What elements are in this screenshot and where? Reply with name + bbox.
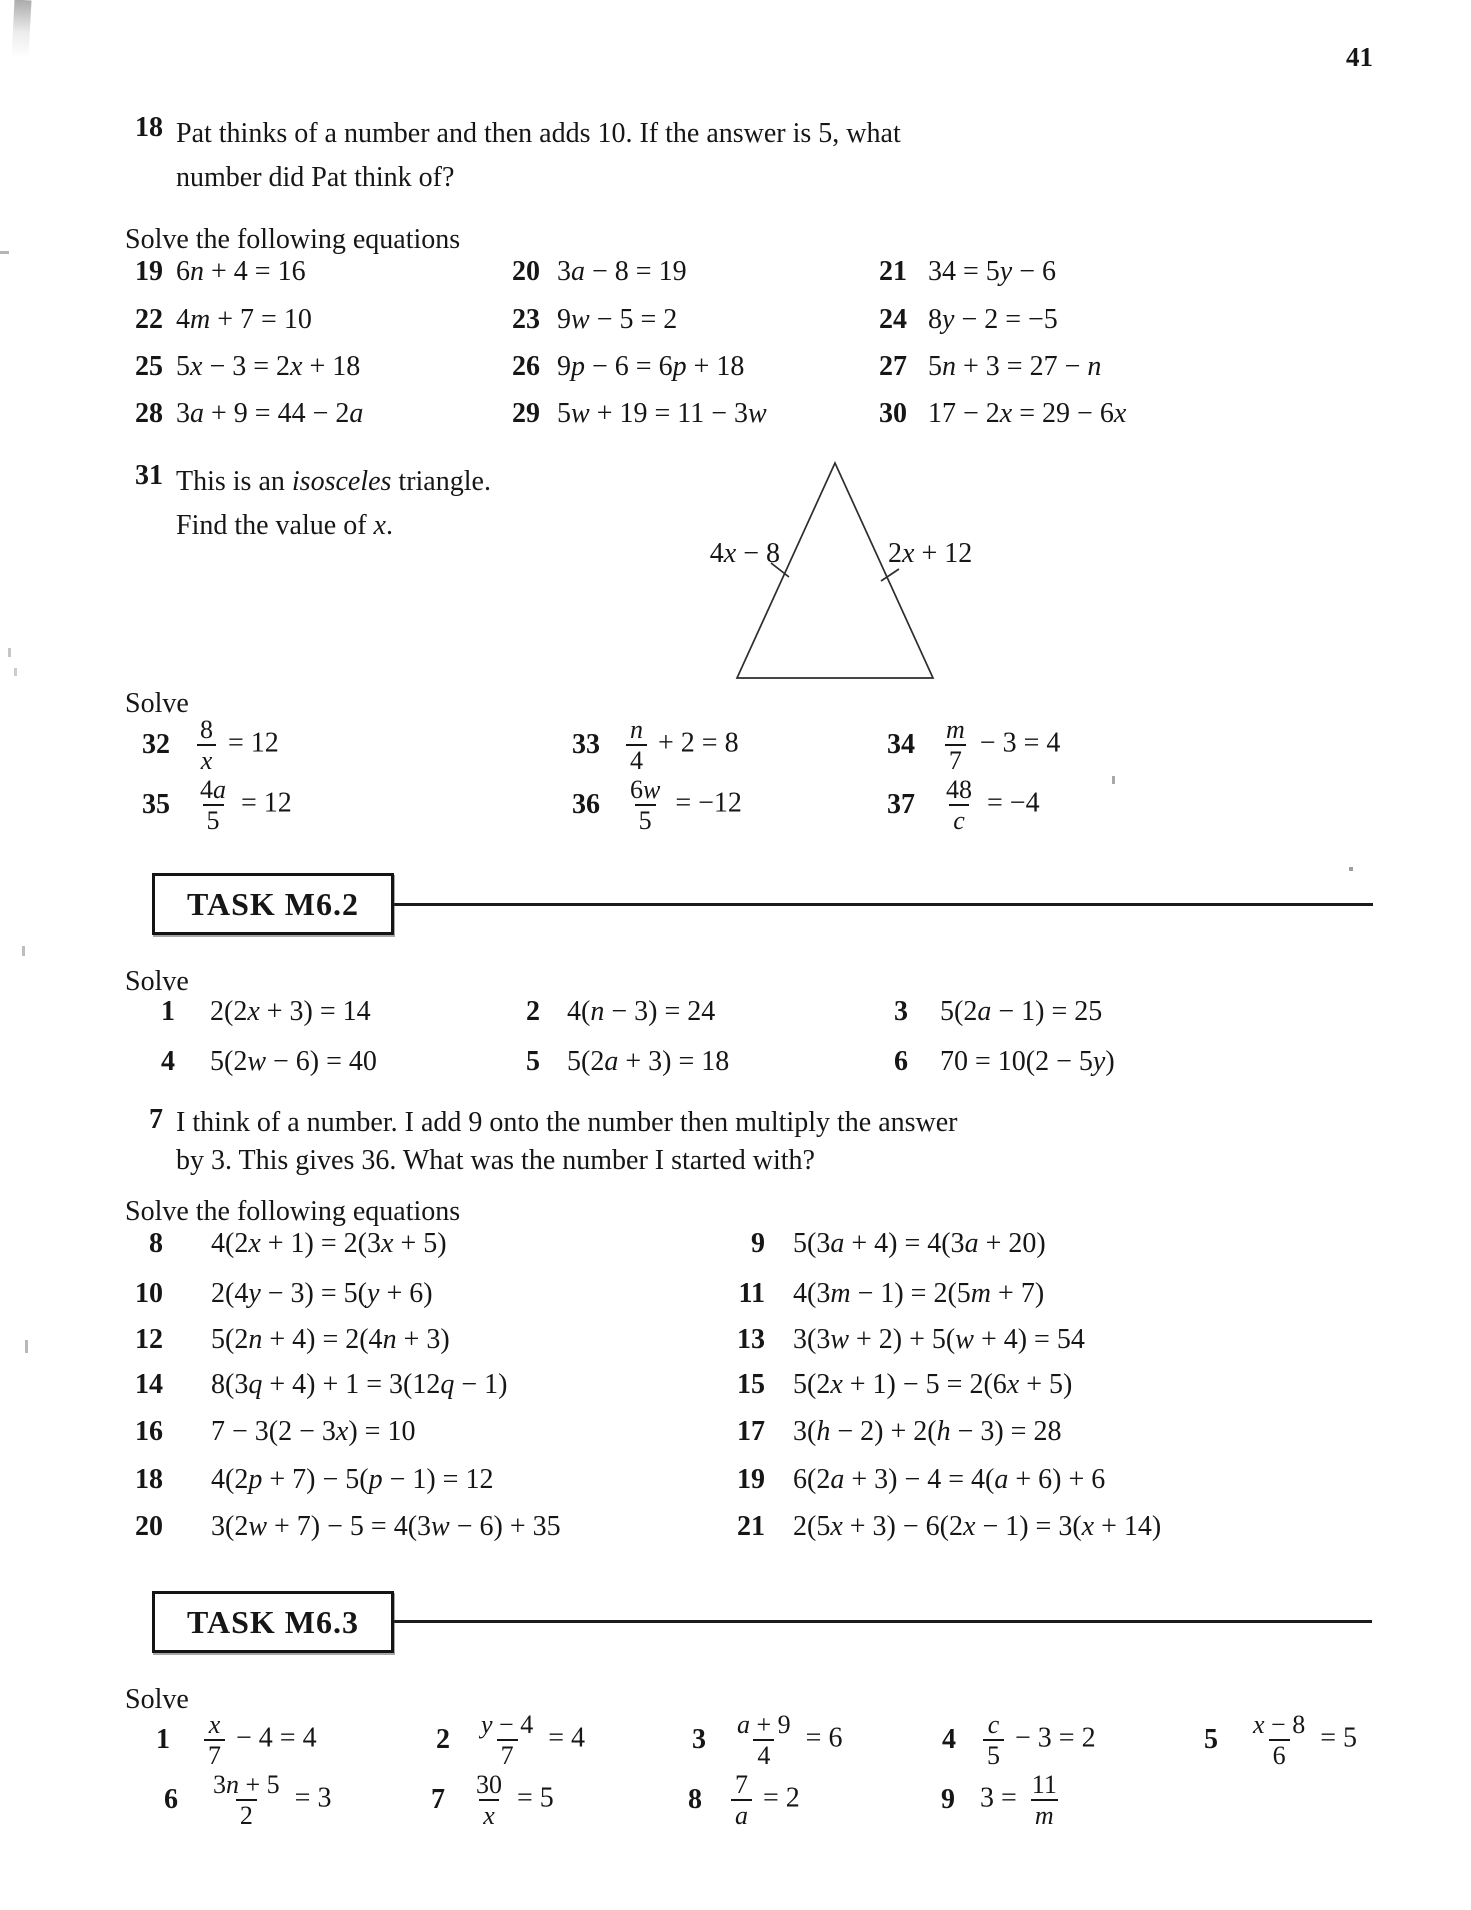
- problem-35: [90, 774, 292, 836]
- equation: $\frac{m}{7}$ − 3 = 4: [938, 715, 1060, 775]
- problem-number: 8: [688, 1784, 702, 1815]
- fraction: [626, 715, 647, 775]
- problem-number: 19: [135, 256, 163, 287]
- problem-number: 35: [142, 789, 170, 820]
- question-line: I think of a number. I add 9 onto the number then multiply the answer: [176, 1107, 958, 1138]
- problem-number: 9: [751, 1228, 765, 1259]
- equation: $\frac{y - 4}{7}$ = 4: [473, 1710, 585, 1770]
- equation: $\frac{6w}{5}$ = −12: [622, 775, 742, 835]
- problem-number: 2: [436, 1724, 450, 1755]
- problem-number: 37: [887, 789, 915, 820]
- triangle-outline: [737, 463, 933, 678]
- section-heading: Solve: [125, 966, 189, 997]
- fraction-denominator: c: [949, 804, 969, 835]
- problem-number: 5: [1204, 1724, 1218, 1755]
- task-m62-box: [152, 873, 394, 935]
- problem-36: [520, 774, 742, 836]
- problem-number: 9: [941, 1784, 955, 1815]
- equation: 5x − 3 = 2x + 18: [176, 351, 361, 382]
- equation: 2(4y − 3) = 5(y + 6): [211, 1278, 433, 1309]
- fraction-numerator: 3n + 5: [213, 1769, 280, 1799]
- problem-number: 36: [572, 789, 600, 820]
- fraction-denominator: 7: [497, 1739, 518, 1770]
- problem-number: 7: [431, 1784, 445, 1815]
- question-number: 18: [135, 112, 163, 143]
- section-heading: Solve the following equations: [125, 224, 461, 255]
- problem-number: 1: [161, 996, 175, 1027]
- fraction: [204, 1710, 225, 1770]
- problem-number: 24: [879, 304, 907, 335]
- problem-number: 25: [135, 351, 163, 382]
- problem-number: 4: [161, 1046, 175, 1077]
- fraction: [196, 715, 217, 775]
- problem-number: 1: [156, 1724, 170, 1755]
- equation: 3a − 8 = 19: [557, 256, 687, 287]
- equation: 7 − 3(2 − 3x) = 10: [211, 1416, 416, 1447]
- problem-number: 11: [738, 1278, 765, 1309]
- equation: $\frac{x}{7}$ − 4 = 4: [200, 1710, 317, 1770]
- fraction: [626, 775, 664, 835]
- m62-problem-5: [460, 1031, 729, 1093]
- fraction-numerator: c: [987, 1709, 1000, 1739]
- equation: $\frac{n}{4}$ + 2 = 8: [622, 715, 739, 775]
- problem-number: 6: [164, 1784, 178, 1815]
- problem-number: 30: [879, 398, 907, 429]
- problem-number: 10: [135, 1278, 163, 1309]
- fraction-numerator: n: [630, 714, 643, 744]
- fraction-numerator: x: [208, 1709, 221, 1739]
- question-line: by 3. This gives 36. What was the number I started with?: [176, 1145, 815, 1176]
- fraction-denominator: 5: [635, 804, 656, 835]
- section-heading: Solve the following equations: [125, 1196, 461, 1227]
- equation: 9p − 6 = 6p + 18: [557, 351, 745, 382]
- fraction: [731, 1770, 752, 1830]
- problem-33: [520, 714, 739, 776]
- scan-artifact: [8, 648, 11, 657]
- equation: 5(2w − 6) = 40: [210, 1046, 377, 1077]
- fraction-numerator: 30: [476, 1769, 502, 1799]
- scan-artifact: [14, 668, 17, 676]
- equation: $\frac{x - 8}{6}$ = 5: [1245, 1710, 1357, 1770]
- fraction: [942, 775, 976, 835]
- triangle-side-label-left: 4x − 8: [709, 538, 780, 569]
- task-m62-rule: [388, 903, 1373, 906]
- question-text: [176, 1104, 958, 1180]
- problem-number: 14: [135, 1369, 163, 1400]
- m63-problem-4: [876, 1709, 1096, 1771]
- fraction-numerator: 48: [946, 774, 972, 804]
- problem-number: 22: [135, 304, 163, 335]
- scan-artifact: [11, 0, 31, 58]
- fraction: [1249, 1710, 1309, 1770]
- fraction: [472, 1770, 506, 1830]
- fraction-numerator: 8: [200, 714, 213, 744]
- problem-28: [83, 383, 363, 445]
- m63-problem-9: [875, 1769, 1065, 1831]
- isosceles-triangle-figure: [560, 440, 980, 690]
- scan-artifact: [25, 1340, 28, 1353]
- problem-number: 6: [894, 1046, 908, 1077]
- equation: $\frac{3n + 5}{2}$ = 3: [205, 1770, 331, 1830]
- fraction-numerator: m: [946, 714, 965, 744]
- task-m63-box: [152, 1591, 394, 1653]
- fraction-denominator: 5: [983, 1739, 1004, 1770]
- page-number: 41: [1346, 42, 1373, 72]
- problem-34: [835, 714, 1060, 776]
- problem-number: 26: [512, 351, 540, 382]
- equation: 9w − 5 = 2: [557, 304, 678, 335]
- equation: $\frac{8}{x}$ = 12: [192, 715, 279, 775]
- equation: 17 − 2x = 29 − 6x: [928, 398, 1127, 429]
- m62-problem-4: [95, 1031, 377, 1093]
- fraction-numerator: a + 9: [737, 1709, 791, 1739]
- scan-artifact: [0, 251, 9, 254]
- problem-number: 16: [135, 1416, 163, 1447]
- equation: 8y − 2 = −5: [928, 304, 1058, 335]
- fraction-numerator: 7: [735, 1769, 748, 1799]
- problem-number: 12: [135, 1324, 163, 1355]
- question-line: This is an isosceles triangle.: [176, 466, 491, 497]
- task-m63-title: TASK M6.3: [187, 1603, 359, 1640]
- problem-29: [460, 383, 767, 445]
- equation: $\frac{48}{c}$ = −4: [938, 775, 1040, 835]
- m63-problem-3: [626, 1709, 842, 1771]
- problem-32: [90, 714, 279, 776]
- fraction-denominator: m: [1031, 1799, 1058, 1830]
- fraction-numerator: 11: [1031, 1769, 1057, 1799]
- fraction: [209, 1770, 284, 1830]
- problem-number: 33: [572, 729, 600, 760]
- equation: 8(3q + 4) + 1 = 3(12q − 1): [211, 1369, 508, 1400]
- equation: 3(h − 2) + 2(h − 3) = 28: [793, 1416, 1062, 1447]
- problem-number: 20: [135, 1511, 163, 1542]
- equation: 34 = 5y − 6: [928, 256, 1057, 287]
- fraction-denominator: 7: [945, 744, 966, 775]
- section-heading: Solve: [125, 688, 189, 719]
- m63-problem-5: [1138, 1709, 1357, 1771]
- problem-number: 29: [512, 398, 540, 429]
- problem-number: 27: [879, 351, 907, 382]
- m63-problem-8: [622, 1769, 800, 1831]
- fraction-numerator: 4a: [200, 774, 226, 804]
- problem-number: 8: [149, 1228, 163, 1259]
- fraction-denominator: x: [479, 1799, 499, 1830]
- equation: 3 = $\frac{11}{m}$: [980, 1770, 1065, 1830]
- fraction-denominator: 7: [204, 1739, 225, 1770]
- m62-problem-21: [685, 1496, 1161, 1558]
- question-number: 7: [149, 1104, 163, 1135]
- problem-number: 3: [692, 1724, 706, 1755]
- fraction-numerator: x − 8: [1253, 1709, 1306, 1739]
- fraction: [942, 715, 969, 775]
- problem-number: 32: [142, 729, 170, 760]
- question-line: number did Pat think of?: [176, 162, 455, 193]
- fraction: [733, 1710, 795, 1770]
- question-line: Pat thinks of a number and then adds 10. If the answer is 5, what: [176, 118, 901, 149]
- equation: 5(2a + 3) = 18: [567, 1046, 730, 1077]
- fraction: [1028, 1770, 1061, 1830]
- equation: 5n + 3 = 27 − n: [928, 351, 1102, 382]
- fraction: [196, 775, 230, 835]
- equation: $\frac{a + 9}{4}$ = 6: [729, 1710, 842, 1770]
- problem-37: [835, 774, 1040, 836]
- scan-artifact: [1349, 867, 1353, 871]
- equation: 5(2n + 4) = 2(4n + 3): [211, 1324, 450, 1355]
- section-heading: Solve: [125, 1684, 189, 1715]
- problem-number: 19: [737, 1464, 765, 1495]
- scan-artifact: [1112, 776, 1115, 784]
- m63-problem-1: [90, 1709, 317, 1771]
- equation: 70 = 10(2 − 5y): [940, 1046, 1115, 1077]
- problem-number: 5: [526, 1046, 540, 1077]
- fraction-denominator: a: [731, 1799, 752, 1830]
- problem-number: 34: [887, 729, 915, 760]
- equation: 4(n − 3) = 24: [567, 996, 716, 1027]
- problem-number: 23: [512, 304, 540, 335]
- equation: $\frac{7}{a}$ = 2: [727, 1770, 800, 1830]
- problem-number: 3: [894, 996, 908, 1027]
- task-m63-rule: [388, 1620, 1372, 1623]
- fraction-denominator: 4: [626, 744, 647, 775]
- equation: 2(5x + 3) − 6(2x − 1) = 3(x + 14): [793, 1511, 1162, 1542]
- m62-problem-6: [828, 1031, 1115, 1093]
- m63-problem-7: [365, 1769, 554, 1831]
- question-text: [176, 112, 901, 200]
- question-line: Find the value of x.: [176, 510, 393, 541]
- equation: $\frac{c}{5}$ − 3 = 2: [979, 1710, 1096, 1770]
- equation: 5(2x + 1) − 5 = 2(6x + 5): [793, 1369, 1073, 1400]
- equation: 6n + 4 = 16: [176, 256, 306, 287]
- question-number: 31: [135, 460, 163, 491]
- equation: 4(3m − 1) = 2(5m + 7): [793, 1278, 1045, 1309]
- equation: 4(2x + 1) = 2(3x + 5): [211, 1228, 447, 1259]
- fraction-numerator: y − 4: [481, 1709, 534, 1739]
- problem-number: 18: [135, 1464, 163, 1495]
- equation: 3a + 9 = 44 − 2a: [176, 398, 364, 429]
- problem-30: [827, 383, 1126, 445]
- m62-problem-20: [83, 1496, 561, 1558]
- problem-number: 21: [737, 1511, 765, 1542]
- scan-artifact: [22, 946, 25, 956]
- fraction-denominator: 2: [236, 1799, 257, 1830]
- fraction-denominator: 6: [1269, 1739, 1290, 1770]
- equation: $\frac{30}{x}$ = 5: [468, 1770, 554, 1830]
- fraction-denominator: 4: [753, 1739, 774, 1770]
- fraction-denominator: x: [197, 744, 217, 775]
- task-m62-title: TASK M6.2: [187, 885, 359, 922]
- fraction-numerator: 6w: [630, 774, 661, 804]
- problem-number: 20: [512, 256, 540, 287]
- equation: 3(2w + 7) − 5 = 4(3w − 6) + 35: [211, 1511, 561, 1542]
- problem-number: 2: [526, 996, 540, 1027]
- m63-problem-6: [98, 1769, 331, 1831]
- problem-number: 28: [135, 398, 163, 429]
- problem-number: 21: [879, 256, 907, 287]
- equation: 5(3a + 4) = 4(3a + 20): [793, 1228, 1046, 1259]
- problem-number: 4: [942, 1724, 956, 1755]
- equation: 4(2p + 7) − 5(p − 1) = 12: [211, 1464, 494, 1495]
- equation: 6(2a + 3) − 4 = 4(a + 6) + 6: [793, 1464, 1106, 1495]
- m63-problem-2: [370, 1709, 585, 1771]
- equation: 4m + 7 = 10: [176, 304, 312, 335]
- fraction-denominator: 5: [203, 804, 224, 835]
- question-text: [176, 460, 491, 548]
- problem-number: 15: [737, 1369, 765, 1400]
- problem-number: 17: [737, 1416, 765, 1447]
- triangle-side-label-right: 2x + 12: [888, 538, 973, 569]
- problem-number: 13: [737, 1324, 765, 1355]
- fraction: [983, 1710, 1004, 1770]
- equation: 5(2a − 1) = 25: [940, 996, 1103, 1027]
- fraction: [477, 1710, 537, 1770]
- equation: $\frac{4a}{5}$ = 12: [192, 775, 292, 835]
- equation: 3(3w + 2) + 5(w + 4) = 54: [793, 1324, 1085, 1355]
- equation: 5w + 19 = 11 − 3w: [557, 398, 767, 429]
- equation: 2(2x + 3) = 14: [210, 996, 371, 1027]
